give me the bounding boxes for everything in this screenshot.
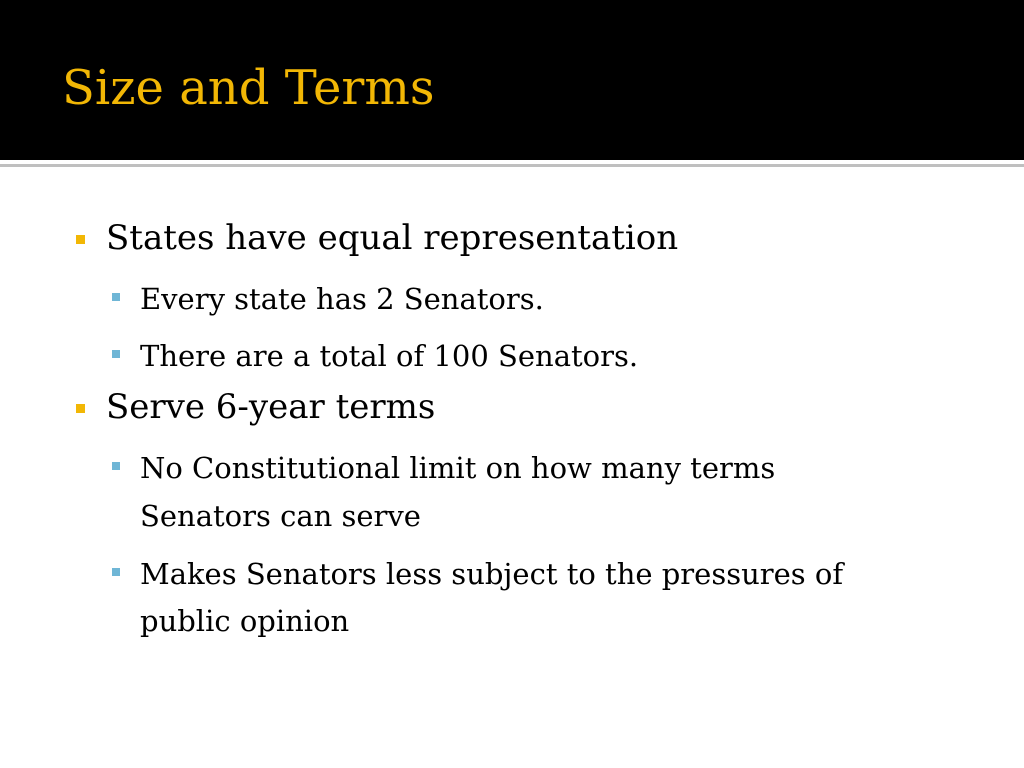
square-bullet-icon: [76, 404, 85, 413]
square-bullet-icon: [76, 235, 85, 244]
sub-bullet-text: Every state has 2 Senators.: [140, 282, 544, 316]
square-sub-bullet-icon: [112, 293, 120, 301]
square-sub-bullet-icon: [112, 350, 120, 358]
square-sub-bullet-icon: [112, 568, 120, 576]
title-bar: [0, 0, 1024, 160]
slide-title: Size and Terms: [62, 60, 435, 116]
bullet-text: States have equal representation: [106, 218, 679, 258]
bullet-text: Serve 6-year terms: [106, 387, 436, 427]
sub-bullet-text: There are a total of 100 Senators.: [140, 339, 639, 373]
sub-bullet-text-continuation: public opinion: [140, 604, 350, 638]
sub-bullet-text: No Constitutional limit on how many terms: [140, 451, 776, 485]
sub-bullet-text: Makes Senators less subject to the pressures of: [140, 557, 844, 591]
title-divider: [0, 164, 1024, 167]
square-sub-bullet-icon: [112, 462, 120, 470]
sub-bullet-text-continuation: Senators can serve: [140, 499, 421, 533]
